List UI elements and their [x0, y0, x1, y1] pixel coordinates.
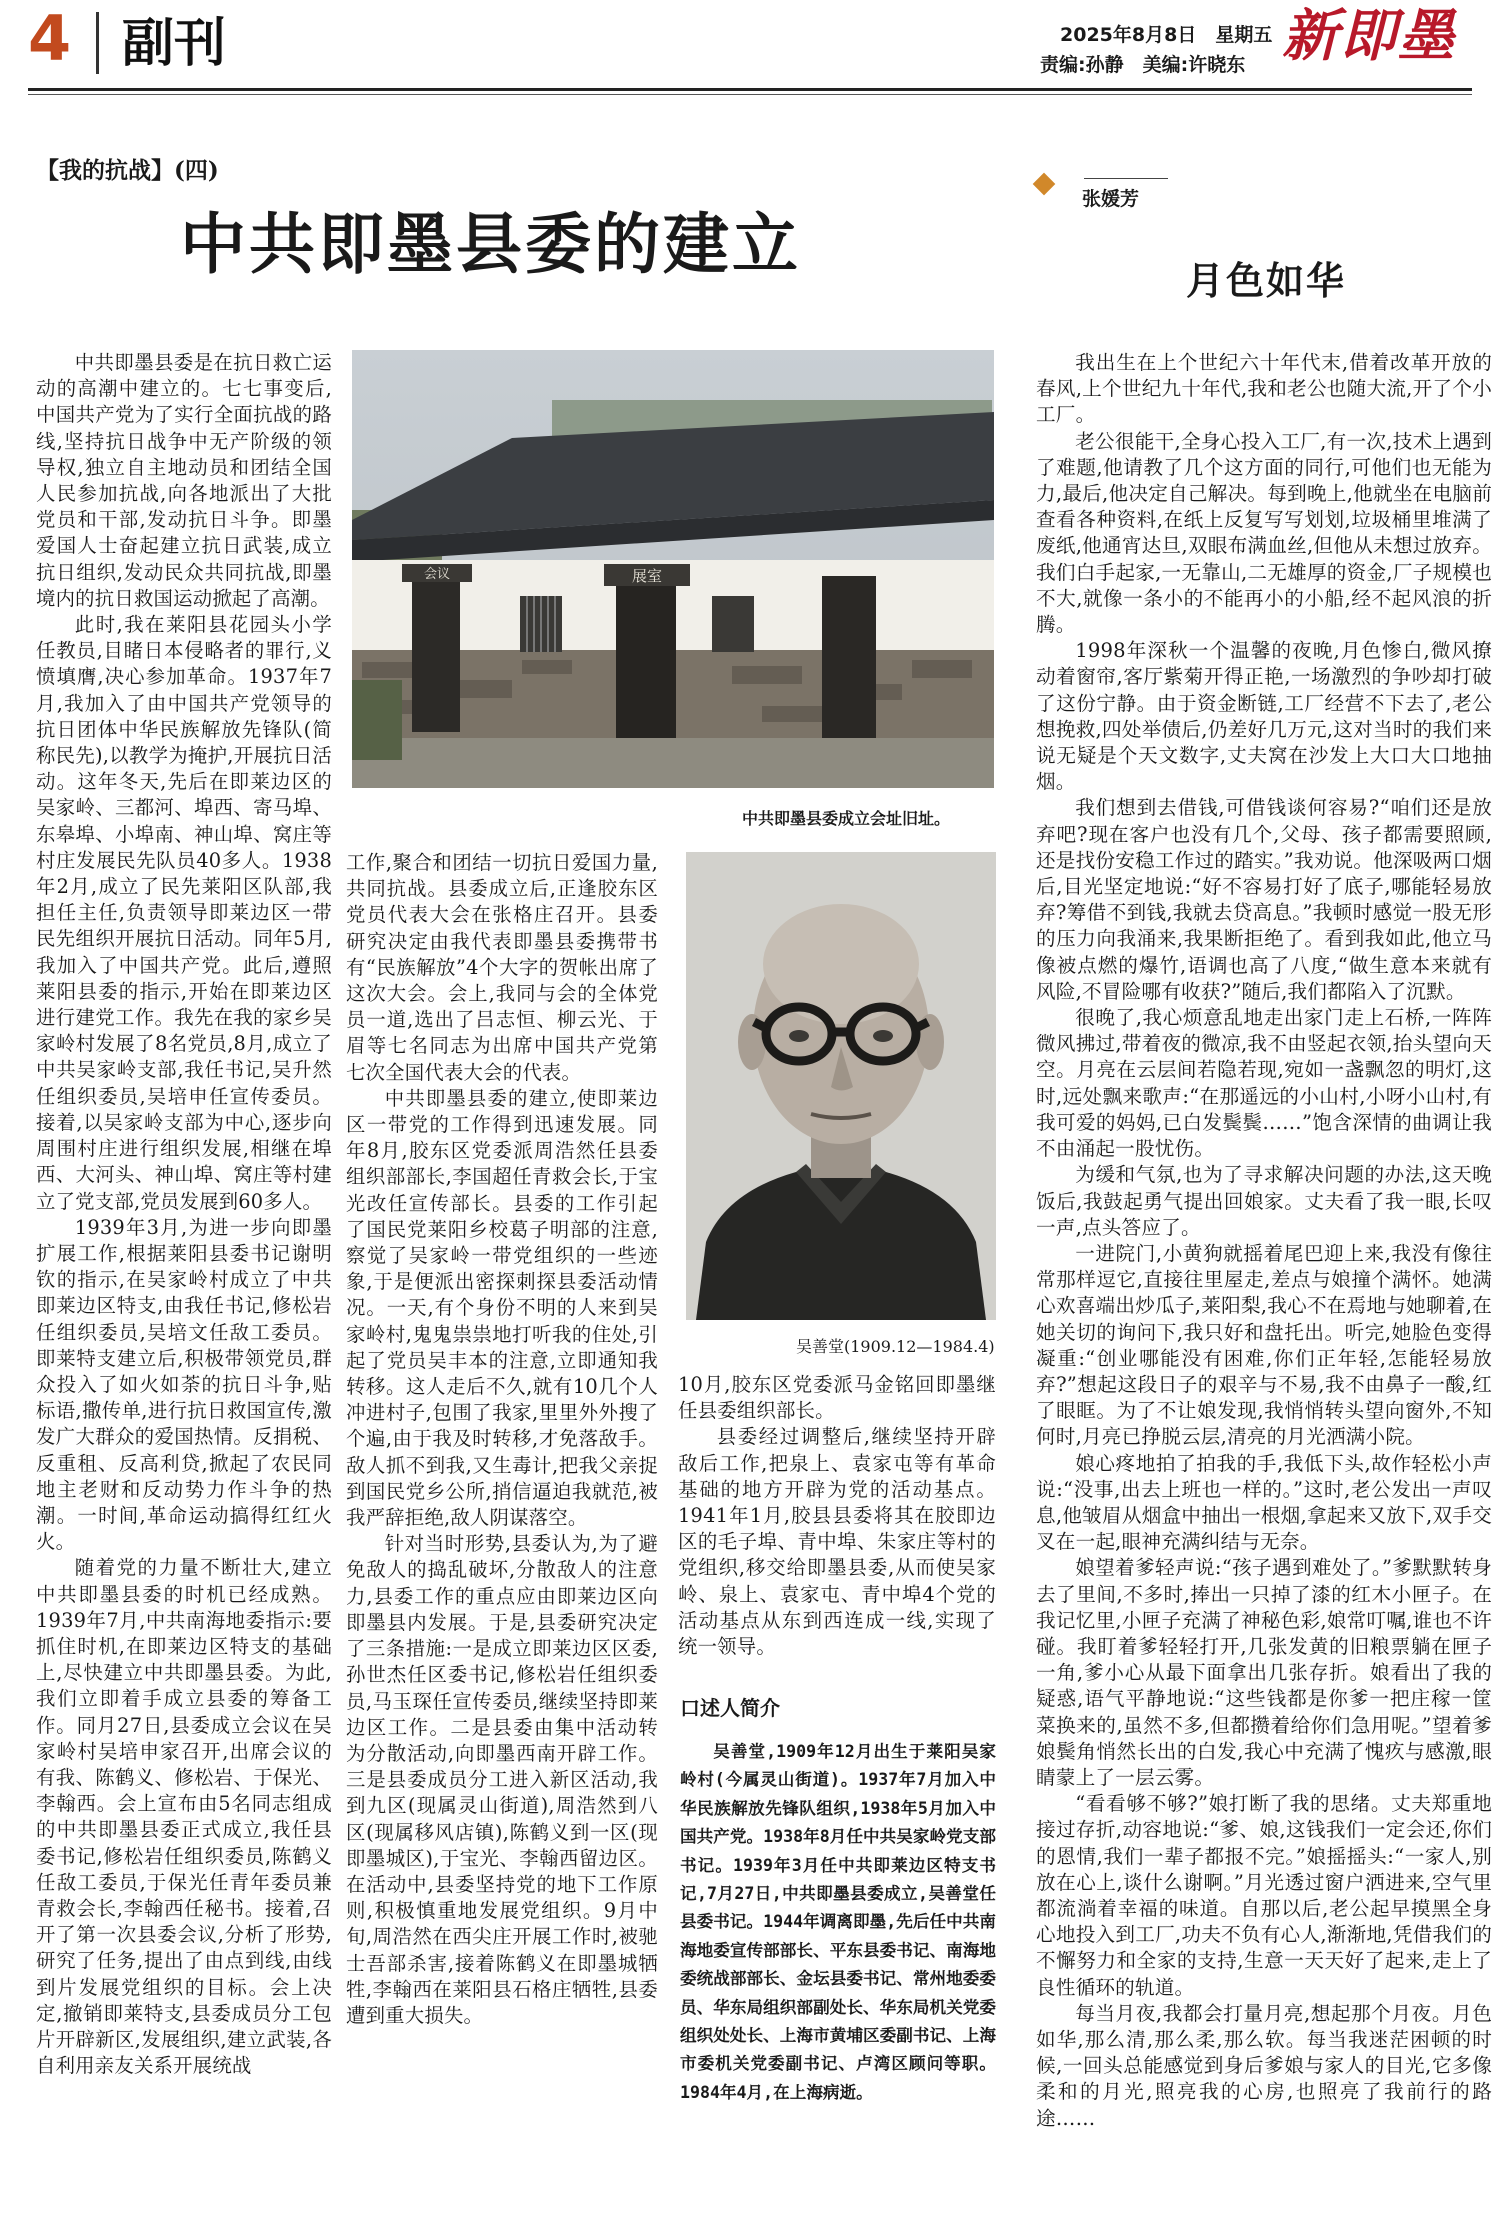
photo-caption: 中共即墨县委成立会址旧址。 [742, 809, 951, 828]
portrait-caption: 吴善堂(1909.12—1984.4) [796, 1337, 995, 1356]
header-rule-thin [28, 94, 1472, 95]
portrait-photo [686, 852, 996, 1320]
paragraph: 中共即墨县委是在抗日救亡运动的高潮中建立的。七七事变后,中国共产党为了实行全面抗战的路线,坚持抗日战争中无产阶级的领导权,独立自主地动员和团结全国人民参加抗战,向各地派出了大批党员和干部,发动抗日斗争。即墨爱国人士奋起建立抗日武装,成立抗日组织,发动民众共同抗战,即墨境内的抗日救国运动掀起了高潮。 [36, 351, 332, 610]
paragraph: 1998年深秋一个温馨的夜晚,月色惨白,微风撩动着窗帘,客厅紫菊开得正艳,一场激烈的争吵却打破了这份宁静。由于资金断链,工厂经营不下去了,老公想挽救,四处举债后,仍差好几万元,这对当时的我们来说无疑是个天文数字,丈夫窝在沙发上大口大口地抽烟。 [1036, 639, 1492, 794]
bio-text [680, 1738, 996, 2107]
article-title: 中共即墨县委的建立 [180, 206, 801, 283]
header-divider [96, 12, 99, 74]
paragraph: 老公很能干,全身心投入工厂,有一次,技术上遇到了难题,他请教了几个这方面的同行,可他们也无能为力,最后,他决定自己解决。每到晚上,他就坐在电脑前查看各种资料,在纸上反复写写划划,垃圾桶里堆满了废纸,他通宵达旦,双眼布满血丝,但他从未想过放弃。我们白手起家,一无靠山,二无雄厚的资金,厂子规模也不大,就像一条小的不能再小的小船,经不起风浪的折腾。 [1036, 429, 1492, 637]
essay-column [1036, 350, 1492, 2132]
page-number: 4 [28, 2, 72, 75]
paragraph: 1939年3月,为进一步向即墨扩展工作,根据莱阳县委书记谢明钦的指示,在吴家岭村成立了中共即莱边区特支,由我任书记,修松岩任组织委员,吴培文任敌工委员。即莱特支建立后,积极带领党员,群众投入了如火如荼的抗日斗争,贴标语,撒传单,进行抗日救国宣传,激发广大群众的爱国热情。反捐税、反重租、反高利贷,掀起了农民同地主老财和反动势力作斗争的热潮。一时间,革命运动搞得红红火火。 [36, 1215, 332, 1554]
author-name: 张媛芳 [1082, 188, 1140, 210]
article-column-3 [678, 1372, 996, 1660]
paragraph: 我出生在上个世纪六十年代末,借着改革开放的春风,上个世纪九十年代,我和老公也随大流,开了个小工厂。 [1036, 351, 1492, 427]
series-label: 【我的抗战】(四) [36, 157, 219, 184]
bio-heading: 口述人简介 [680, 1696, 780, 1720]
bio-paragraph: 吴善堂,1909年12月出生于莱阳吴家岭村(今属灵山街道)。1937年7月加入中华民族解放先锋队组织,1938年5月加入中国共产党。1938年8月任中共吴家岭党支部书记。1939年3月任中共即莱边区特支书记,7月27日,中共即墨县委成立,吴善堂任县委书记。1944年调离即墨,先后任中共南海地委宣传部部长、平东县委书记、南海地委统战部部长、金坛县委书记、常州地委委员、华东局组织部副处长、华东局机关党委组织处处长、上海市黄埔区委副书记、上海市委机关党委副书记、卢湾区顾问等职。1984年4月,在上海病逝。 [680, 1742, 996, 2102]
essay-title: 月色如华 [1186, 259, 1347, 303]
building-illustration [352, 350, 994, 788]
editor-credits: 责编:孙静 美编:许晓东 [1040, 54, 1246, 76]
paragraph: 娘望着爹轻声说:“孩子遇到难处了。”爹默默转身去了里间,不多时,捧出一只掉了漆的红木小匣子。在我记忆里,小匣子充满了神秘色彩,娘常叮嘱,谁也不许碰。我盯着爹轻轻打开,几张发黄的旧粮票躺在匣子一角,爹小心从最下面拿出几张存折。娘看出了我的疑惑,语气平静地说:“这些钱都是你爹一把庄稼一筐菜换来的,虽然不多,但都攒着给你们急用呢。”望着爹娘鬓角悄然长出的白发,我心中充满了愧疚与感激,眼睛蒙上了一层云雾。 [1036, 1556, 1492, 1789]
author-rule [1084, 178, 1168, 179]
paragraph: 随着党的力量不断壮大,建立中共即墨县委的时机已经成熟。1939年7月,中共南海地委指示:要抓住时机,在即莱边区特支的基础上,尽快建立中共即墨县委。为此,我们立即着手成立县委的筹备工作。同月27日,县委成立会议在吴家岭村吴培申家召开,出席会议的有我、陈鹤义、修松岩、于保光、李翰西。会上宣布由5名同志组成的中共即墨县委正式成立,我任县委书记,修松岩任组织委员,陈鹤义任敌工委员,于保光任青年委员兼青救会长,李翰西任秘书。接着,召开了第一次县委会议,分析了形势,研究了任务,提出了由点到线,由线到片发展党组织的目标。会上决定,撤销即莱特支,县委成员分工包片开辟新区,发展组织,建立武装,各自利用亲友关系开展统战 [36, 1556, 332, 2078]
paragraph: 很晚了,我心烦意乱地走出家门走上石桥,一阵阵微风拂过,带着夜的微凉,我不由竖起衣领,抬头望向天空。月亮在云层间若隐若现,宛如一盏飘忽的明灯,这时,远处飘来歌声:“在那遥远的小山村,小呀小山村,有我可爱的妈妈,已白发鬓鬓……”饱含深情的曲调让我不由涌起一股忧伤。 [1036, 1006, 1492, 1161]
historic-site-photo [352, 350, 994, 788]
paragraph: “看看够不够?”娘打断了我的思绪。丈夫郑重地接过存折,动容地说:“爹、娘,这钱我们一定会还,你们的恩情,我们一辈子都报不完。”娘摇摇头:“一家人,别放在心上,谈什么谢啊。”月光透过窗户洒进来,空气里都流淌着幸福的味道。自那以后,老公起早摸黑全身心地投入到工厂,功夫不负有心人,渐渐地,凭借我们的不懈努力和全家的支持,生意一天天好了起来,走上了良性循环的轨道。 [1036, 1792, 1492, 1999]
diamond-icon [1033, 173, 1056, 196]
sign-exhibition-room: 展室 [631, 567, 663, 585]
paragraph: 县委经过调整后,继续坚持开辟敌后工作,把泉上、袁家屯等有革命基础的地方开辟为党的活动基点。1941年1月,胶县县委将其在胶即边区的毛子埠、青中埠、朱家庄等村的党组织,移交给即墨县委,从而使吴家岭、泉上、袁家屯、青中埠4个党的活动基点从东到西连成一线,实现了统一领导。 [678, 1425, 996, 1659]
article-column-1 [36, 350, 332, 2079]
section-title: 副刊 [122, 14, 227, 74]
paragraph: 每当月夜,我都会打量月亮,想起那个月夜。月色如华,那么清,那么柔,那么软。每当我迷茫困顿的时候,一回头总能感觉到身后爹娘与家人的目光,它多像柔和的月光,照亮我的心房,也照亮了我前行的路途…… [1036, 2001, 1492, 2130]
paragraph: 一进院门,小黄狗就摇着尾巴迎上来,我没有像往常那样逗它,直接往里屋走,差点与娘撞个满怀。她满心欢喜端出炒瓜子,莱阳梨,我心不在焉地与她聊着,在她关切的询问下,我只好和盘托出。听完,她脸色变得凝重:“创业哪能没有困难,你们正年轻,怎能轻易放弃?”想起这段日子的艰辛与不易,我不由鼻子一酸,红了眼眶。为了不让娘发现,我悄悄转头望向窗外,不知何时,月亮已挣脱云层,清亮的月光洒满小院。 [1036, 1241, 1492, 1449]
paragraph: 此时,我在莱阳县花园头小学任教员,目睹日本侵略者的罪行,义愤填膺,决心参加革命。1937年7月,我加入了由中国共产党领导的抗日团体中华民族解放先锋队(简称民先),以教学为掩护,开展抗日活动。这年冬天,先后在即莱边区的吴家岭、三都河、埠西、寄马埠、东皋埠、小埠南、神山埠、窝庄等村庄发展民先队员40多人。1938年2月,成立了民先莱阳区队部,我担任主任,负责领导即莱边区一带民先组织开展抗日活动。同年5月,我加入了中国共产党。此后,遵照莱阳县委的指示,开始在即莱边区进行建党工作。我先在我的家乡吴家岭村发展了8名党员,8月,成立了中共吴家岭支部,我任书记,吴升然任组织委员,吴培申任宣传委员。接着,以吴家岭支部为中心,逐步向周围村庄进行组织发展,相继在埠西、大河头、神山埠、窝庄等村建立了党支部,党员发展到60多人。 [36, 613, 332, 1213]
masthead-logo: 新即墨 [1282, 3, 1456, 69]
portrait-illustration [686, 852, 996, 1320]
article-column-2 [346, 850, 658, 2029]
paragraph: 娘心疼地拍了拍我的手,我低下头,故作轻松小声说:“没事,出去上班也一样的。”这时,老公发出一声叹息,他皱眉从烟盒中抽出一根烟,拿起来又放下,双手交叉在一起,眼神充满纠结与无奈。 [1036, 1451, 1492, 1554]
issue-date: 2025年8月8日 星期五 [1060, 24, 1273, 46]
paragraph: 中共即墨县委的建立,使即莱边区一带党的工作得到迅速发展。同年8月,胶东区党委派周浩然任县委组织部部长,李国超任青救会长,于宝光改任宣传部长。县委的工作引起了国民党莱阳乡校葛子明部的注意,察觉了吴家岭一带党组织的一些迹象,于是便派出密探刺探县委活动情况。一天,有个身份不明的人来到吴家岭村,鬼鬼祟祟地打听我的住处,引起了党员吴丰本的注意,立即通知我转移。这人走后不久,就有10几个人冲进村子,包围了我家,里里外外搜了个遍,由于我及时转移,才免落敌手。敌人抓不到我,又生毒计,把我父亲捉到国民党乡公所,捎信逼迫我就范,被我严辞拒绝,敌人阴谋落空。 [346, 1086, 658, 1530]
paragraph: 我们想到去借钱,可借钱谈何容易?“咱们还是放弃吧?现在客户也没有几个,父母、孩子都需要照顾,还是找份安稳工作过的踏实。”我劝说。他深吸两口烟后,目光坚定地说:“好不容易打好了底子,哪能轻易放弃?筹借不到钱,我就去贷高息。”我顿时感觉一股无形的压力向我涌来,我果断拒绝了。看到我如此,他立马像被点燃的爆竹,语调也高了八度,“做生意本来就有风险,不冒险哪有收获?”随后,我们都陷入了沉默。 [1036, 796, 1492, 1003]
paragraph: 为缓和气氛,也为了寻求解决问题的办法,这天晚饭后,我鼓起勇气提出回娘家。丈夫看了我一眼,长叹一声,点头答应了。 [1036, 1163, 1492, 1239]
header-rule [28, 88, 1472, 91]
paragraph: 针对当时形势,县委认为,为了避免敌人的捣乱破坏,分散敌人的注意力,县委工作的重点应由即莱边区向即墨县内发展。于是,县委研究决定了三条措施:一是成立即莱边区区委,孙世杰任区委书记,修松岩任组织委员,马玉琛任宣传委员,继续坚持即莱边区工作。二是县委由集中活动转为分散活动,向即墨西南开辟工作。三是县委成员分工进入新区活动,我到九区(现属灵山街道),周浩然到八区(现属移风店镇),陈鹤义到一区(现即墨城区),于宝光、李翰西留边区。在活动中,县委坚持党的地下工作原则,积极慎重地发展党组织。9月中旬,周浩然在西尖庄开展工作时,被驰士吾部杀害,接着陈鹤义在即墨城牺牲,李翰西在莱阳县石格庄牺牲,县委遭到重大损失。 [346, 1532, 658, 2027]
paragraph: 工作,聚合和团结一切抗日爱国力量,共同抗战。县委成立后,正逢胶东区党员代表大会在张格庄召开。县委研究决定由我代表即墨县委携带书有“民族解放”4个大字的贺帐出席了这次大会。会上,我同与会的全体党员一道,选出了吕志恒、柳云光、于眉等七名同志为出席中国共产党第七次全国代表大会的代表。 [346, 851, 658, 1084]
paragraph: 10月,胶东区党委派马金铭回即墨继任县委组织部长。 [678, 1373, 996, 1423]
sign-meeting-room: 会议 [423, 567, 451, 582]
